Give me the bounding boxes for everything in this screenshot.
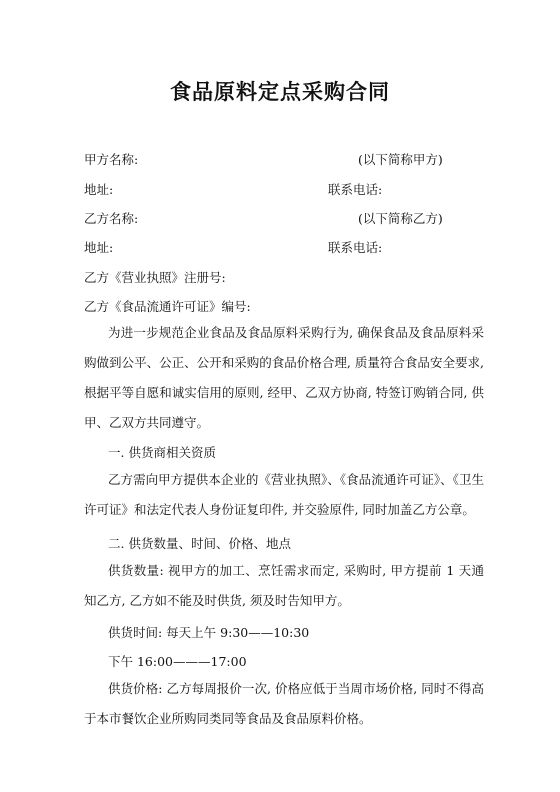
party-a-name-label: 甲方名称: [84, 152, 139, 167]
section1-heading: 一. 供货商相关资质 [108, 445, 216, 460]
party-a-name-note: (以下简称甲方) [358, 152, 443, 167]
party-b-name-label: 乙方名称: [84, 211, 139, 226]
supply-time-afternoon: 下午 16:00———17:00 [108, 654, 247, 669]
supply-time-morning: 供货时间: 每天上午 9:30——10:30 [108, 625, 310, 640]
party-b-name-note: (以下简称乙方) [358, 211, 443, 226]
party-a-phone-label: 联系电话: [328, 182, 383, 197]
supply-price: 供货价格: 乙方每周报价一次, 价格应低于当周市场价格, 同时不得高于本市餐饮企业所购同类同等食品及食品原料价格。 [84, 681, 484, 726]
supply-quantity: 供货数量: 视甲方的加工、烹饪需求而定, 采购时, 甲方提前 1 天通知乙方, 乙方如不能及时供货, 须及时告知甲方。 [84, 563, 484, 608]
party-b-license-reg: 乙方《营业执照》注册号: [84, 270, 226, 285]
party-b-address-label: 地址: [84, 240, 114, 255]
intro-paragraph: 为进一步规范企业食品及食品原料采购行为, 确保食品及食品原料采购做到公平、公正、公开和采购的食品价格合理, 质量符合食品安全要求, 根据平等自愿和诚实信用的原则, 经甲、乙双方协商, 特签订购销合同, 供甲、乙双方共同遵守。 [84, 325, 484, 430]
party-a-address-label: 地址: [84, 182, 114, 197]
section2-heading: 二. 供货数量、时间、价格、地点 [108, 536, 291, 551]
contract-title: 食品原料定点采购合同 [170, 79, 390, 104]
party-b-phone-label: 联系电话: [328, 240, 383, 255]
section1-text: 乙方需向甲方提供本企业的《营业执照》、《食品流通许可证》、《卫生许可证》和法定代表人身份证复印件, 并交验原件, 同时加盖乙方公章。 [84, 472, 484, 517]
party-b-food-permit: 乙方《食品流通许可证》编号: [84, 299, 251, 314]
